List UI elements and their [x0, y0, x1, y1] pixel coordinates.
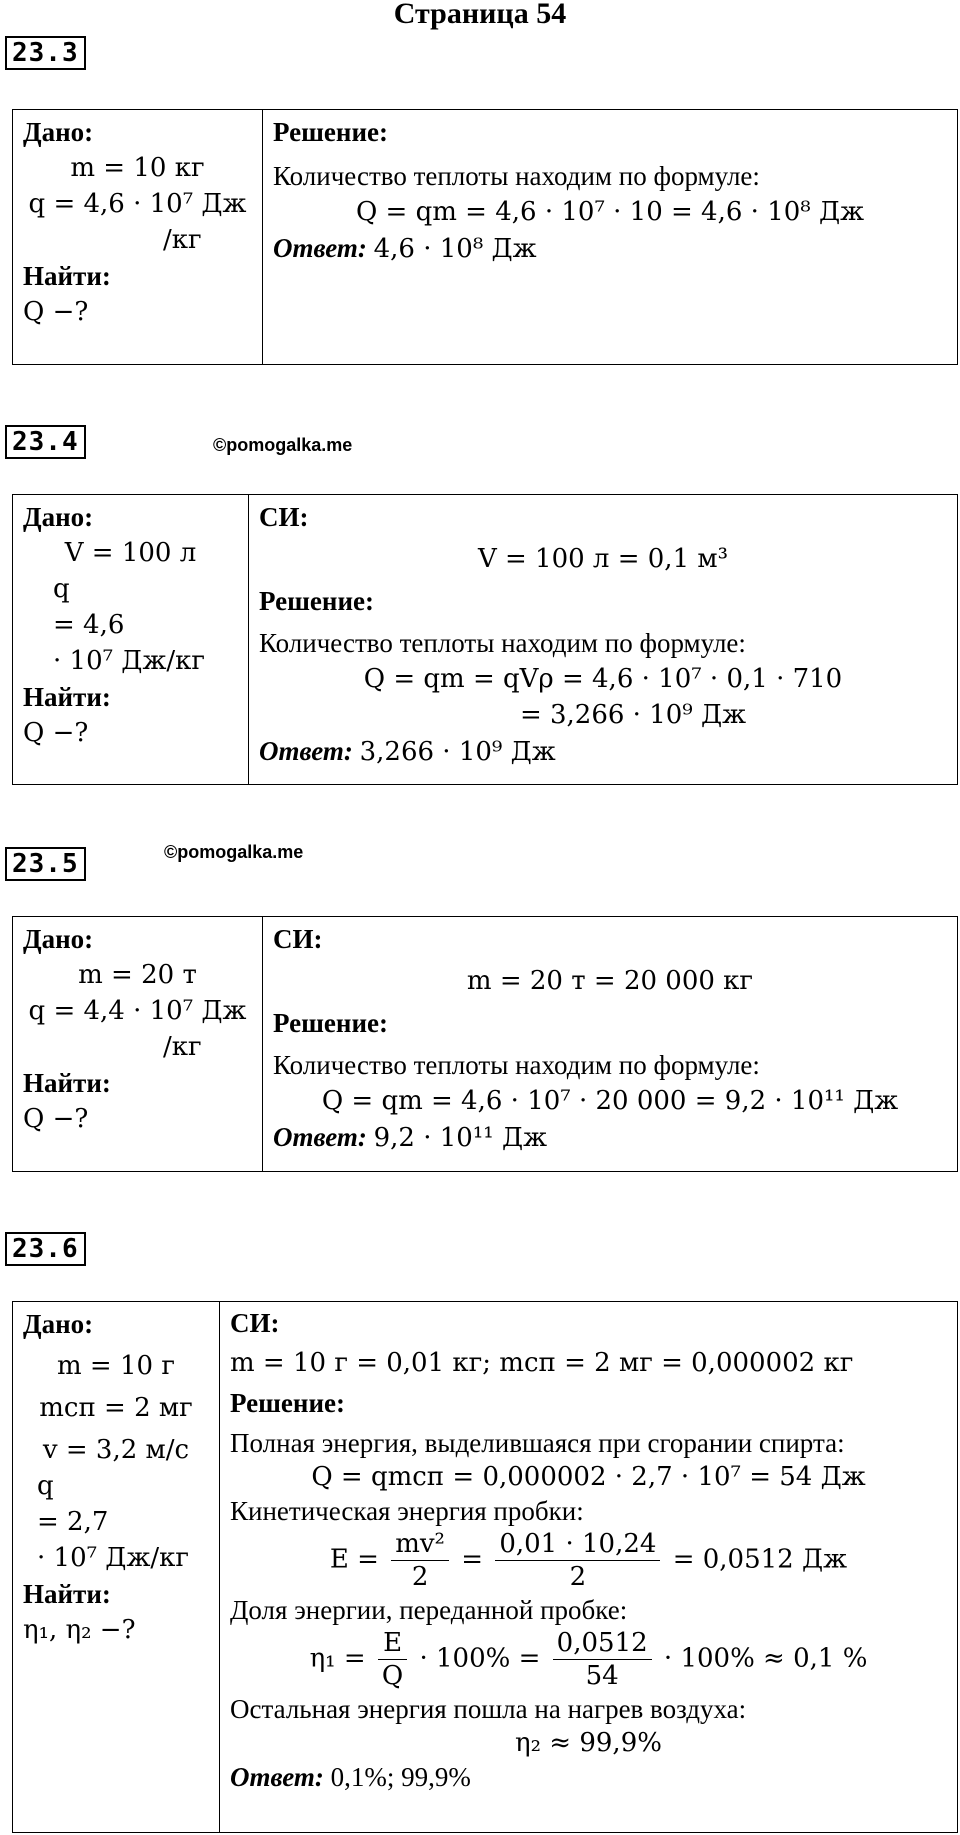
given-line: m = 20 т — [78, 960, 197, 990]
solution-text: Кинетическая энергия пробки: — [230, 1496, 584, 1526]
task-23-5-table — [12, 916, 958, 1172]
answer-line — [259, 733, 947, 770]
given-line: v = 3,2 м/с — [42, 1435, 190, 1465]
answer-value: 9,2 · 10¹¹ Дж — [373, 1123, 548, 1153]
answer-label: Ответ: — [273, 1122, 367, 1152]
find-line: Q −? — [23, 1104, 89, 1134]
given-heading: Дано: — [23, 502, 94, 532]
si-heading: СИ: — [273, 924, 323, 954]
formula-part: = 0,0512 Дж — [672, 1544, 848, 1575]
efficiency-formula — [230, 1627, 947, 1692]
answer-label: Ответ: — [273, 233, 367, 263]
given-heading: Дано: — [23, 924, 94, 954]
solution-formula: η₂ ≈ 99,9% — [515, 1728, 662, 1758]
given-line: q — [37, 1471, 54, 1501]
answer-value: 3,266 · 10⁹ Дж — [359, 737, 556, 767]
task-number-23-4: 23.4 — [5, 425, 86, 459]
find-heading: Найти: — [23, 1579, 111, 1609]
denominator: Q — [381, 1661, 404, 1691]
formula-part: E = — [329, 1544, 379, 1575]
given-line: = 4,6 — [53, 610, 125, 640]
given-column — [13, 1302, 220, 1832]
solution-column — [220, 1302, 957, 1832]
solution-formula: Q = qmсп = 0,000002 · 2,7 · 10⁷ = 54 Дж — [311, 1462, 866, 1492]
page-title: Страница 54 — [393, 0, 567, 30]
formula-part: · 100% ≈ 0,1 % — [663, 1643, 868, 1674]
answer-line — [273, 230, 947, 267]
given-heading: Дано: — [23, 1309, 94, 1339]
numerator: 0,0512 — [553, 1627, 652, 1660]
solution-heading: Решение: — [273, 117, 388, 147]
si-heading: СИ: — [230, 1308, 280, 1338]
solution-heading: Решение: — [230, 1388, 345, 1418]
formula-part: = — [461, 1544, 484, 1575]
given-line: mсп = 2 мг — [39, 1393, 193, 1423]
solution-text: Доля энергии, переданной пробке: — [230, 1595, 628, 1625]
fraction — [391, 1528, 449, 1593]
given-line: m = 10 г — [57, 1351, 175, 1381]
solution-formula: = 3,266 · 10⁹ Дж — [519, 700, 747, 730]
given-line: /кг — [163, 1032, 202, 1062]
answer-value: 0,1%; 99,9% — [330, 1762, 471, 1792]
given-column — [13, 495, 249, 784]
formula-part: η₁ = — [309, 1643, 366, 1674]
given-line: q = 4,4 · 10⁷ Дж — [28, 996, 247, 1026]
kinetic-energy-formula — [230, 1528, 947, 1593]
solution-text: Полная энергия, выделившаяся при сгорании спирта: — [230, 1428, 845, 1458]
denominator: 54 — [585, 1661, 619, 1691]
si-line: m = 10 г = 0,01 кг; mсп = 2 мг = 0,000002 кг — [230, 1348, 854, 1378]
fraction — [495, 1528, 660, 1593]
solution-text: Количество теплоты находим по формуле: — [273, 161, 760, 191]
task-23-6-table — [12, 1301, 958, 1833]
fraction — [553, 1627, 652, 1692]
solution-text: Остальная энергия пошла на нагрев воздуха: — [230, 1694, 747, 1724]
find-heading: Найти: — [23, 682, 111, 712]
find-line: η₁, η₂ −? — [23, 1615, 136, 1645]
given-line: q — [53, 574, 70, 604]
find-line: Q −? — [23, 718, 89, 748]
solution-column — [263, 110, 957, 364]
task-23-4-table — [12, 494, 958, 785]
given-line: /кг — [163, 225, 202, 255]
solution-formula: Q = qm = qVρ = 4,6 · 10⁷ · 0,1 · 710 — [363, 664, 843, 694]
given-line: q = 4,6 · 10⁷ Дж — [28, 189, 247, 219]
task-number-23-6: 23.6 — [5, 1232, 86, 1266]
solution-text: Количество теплоты находим по формуле: — [273, 1050, 760, 1080]
solution-column — [249, 495, 957, 784]
solution-column — [263, 917, 957, 1171]
si-heading: СИ: — [259, 502, 309, 532]
task-23-3-table — [12, 109, 958, 365]
solution-text: Количество теплоты находим по формуле: — [259, 628, 746, 658]
answer-label: Ответ: — [230, 1762, 324, 1792]
given-line: · 10⁷ Дж/кг — [53, 646, 205, 676]
given-column — [13, 917, 263, 1171]
solution-formula: Q = qm = 4,6 · 10⁷ · 20 000 = 9,2 · 10¹¹ Дж — [321, 1086, 899, 1116]
find-heading: Найти: — [23, 1068, 111, 1098]
si-line: m = 20 т = 20 000 кг — [466, 966, 754, 996]
answer-label: Ответ: — [259, 736, 353, 766]
given-heading: Дано: — [23, 117, 94, 147]
answer-value: 4,6 · 10⁸ Дж — [373, 234, 537, 264]
given-line: = 2,7 — [37, 1507, 109, 1537]
fraction — [378, 1627, 407, 1692]
solution-heading: Решение: — [259, 586, 374, 616]
task-number-23-3: 23.3 — [5, 36, 86, 70]
numerator: mv² — [391, 1528, 449, 1561]
solution-formula: Q = qm = 4,6 · 10⁷ · 10 = 4,6 · 10⁸ Дж — [355, 197, 865, 227]
formula-part: · 100% = — [419, 1643, 541, 1674]
given-line: m = 10 кг — [70, 153, 205, 183]
task-number-23-5: 23.5 — [5, 847, 86, 881]
given-column — [13, 110, 263, 364]
solution-heading: Решение: — [273, 1008, 388, 1038]
denominator: 2 — [569, 1562, 587, 1592]
numerator: 0,01 · 10,24 — [495, 1528, 660, 1561]
denominator: 2 — [411, 1562, 429, 1592]
answer-line — [230, 1760, 947, 1794]
si-line: V = 100 л = 0,1 м³ — [477, 544, 729, 574]
find-line: Q −? — [23, 297, 89, 327]
numerator: E — [378, 1627, 407, 1660]
watermark: ©pomogalka.me — [164, 842, 304, 862]
given-line: · 10⁷ Дж/кг — [37, 1543, 189, 1573]
answer-line — [273, 1119, 947, 1156]
given-line: V = 100 л — [64, 538, 197, 568]
find-heading: Найти: — [23, 261, 111, 291]
watermark: ©pomogalka.me — [213, 435, 353, 455]
